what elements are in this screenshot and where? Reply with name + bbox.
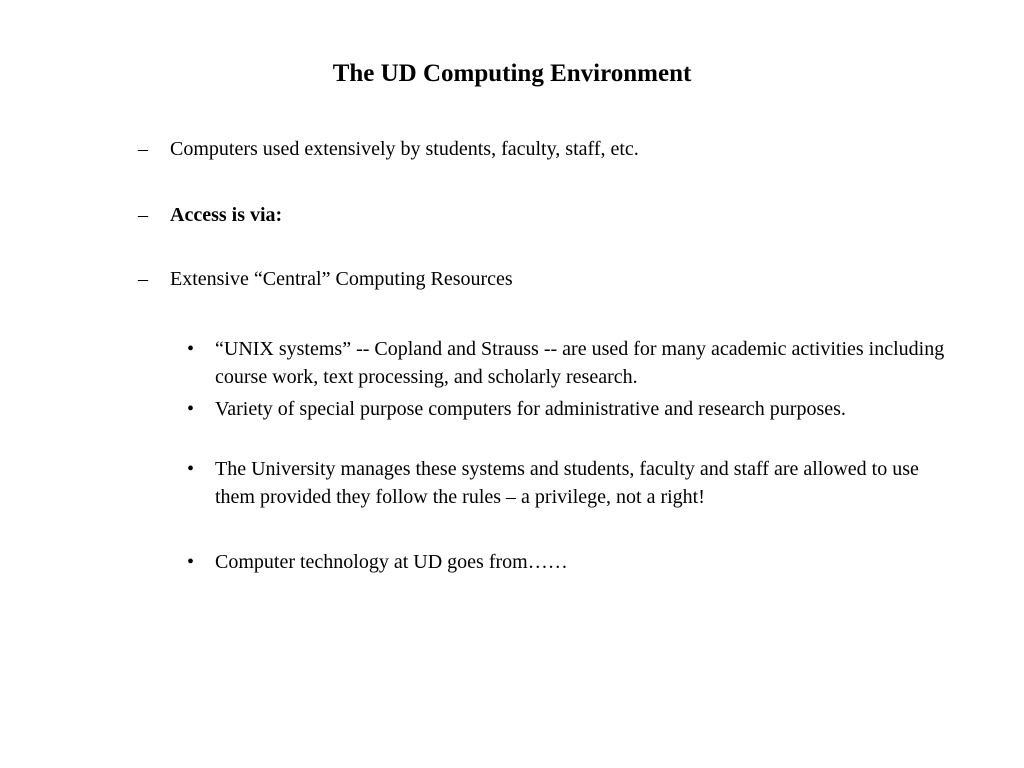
bullet-item-text: “UNIX systems” -- Copland and Strauss -- are used for many academic activities including course work, text processing, and scholarly research. [215, 338, 945, 388]
bullet-item-computer-technology [187, 548, 947, 576]
bullet-item-text: The University manages these systems and students, faculty and staff are allowed to use them provided they follow the rules – a privilege, not a right! [215, 458, 919, 508]
bullet-item-unix-systems [187, 335, 947, 391]
dash-marker: – [138, 204, 148, 226]
dash-marker: – [138, 138, 148, 160]
bullet-item-text: Computer technology at UD goes from…… [215, 551, 568, 573]
dash-item-text: Extensive “Central” Computing Resources [170, 268, 513, 290]
bullet-marker: • [187, 398, 195, 420]
bullet-item-text: Variety of special purpose computers for administrative and research purposes. [215, 398, 846, 420]
dash-item-access [138, 202, 282, 228]
bullet-marker: • [187, 551, 195, 573]
dash-item-text: Computers used extensively by students, faculty, staff, etc. [170, 138, 639, 160]
bullet-marker: • [187, 338, 195, 360]
bullet-item-university-manages [187, 455, 947, 511]
dash-marker: – [138, 268, 148, 290]
dash-item-central-resources [138, 266, 513, 292]
slide-title: The UD Computing Environment [332, 60, 692, 87]
bullet-marker: • [187, 458, 195, 480]
bullet-item-special-purpose [187, 395, 947, 423]
dash-item-computers-used [138, 136, 639, 162]
dash-item-text: Access is via: [170, 204, 283, 226]
